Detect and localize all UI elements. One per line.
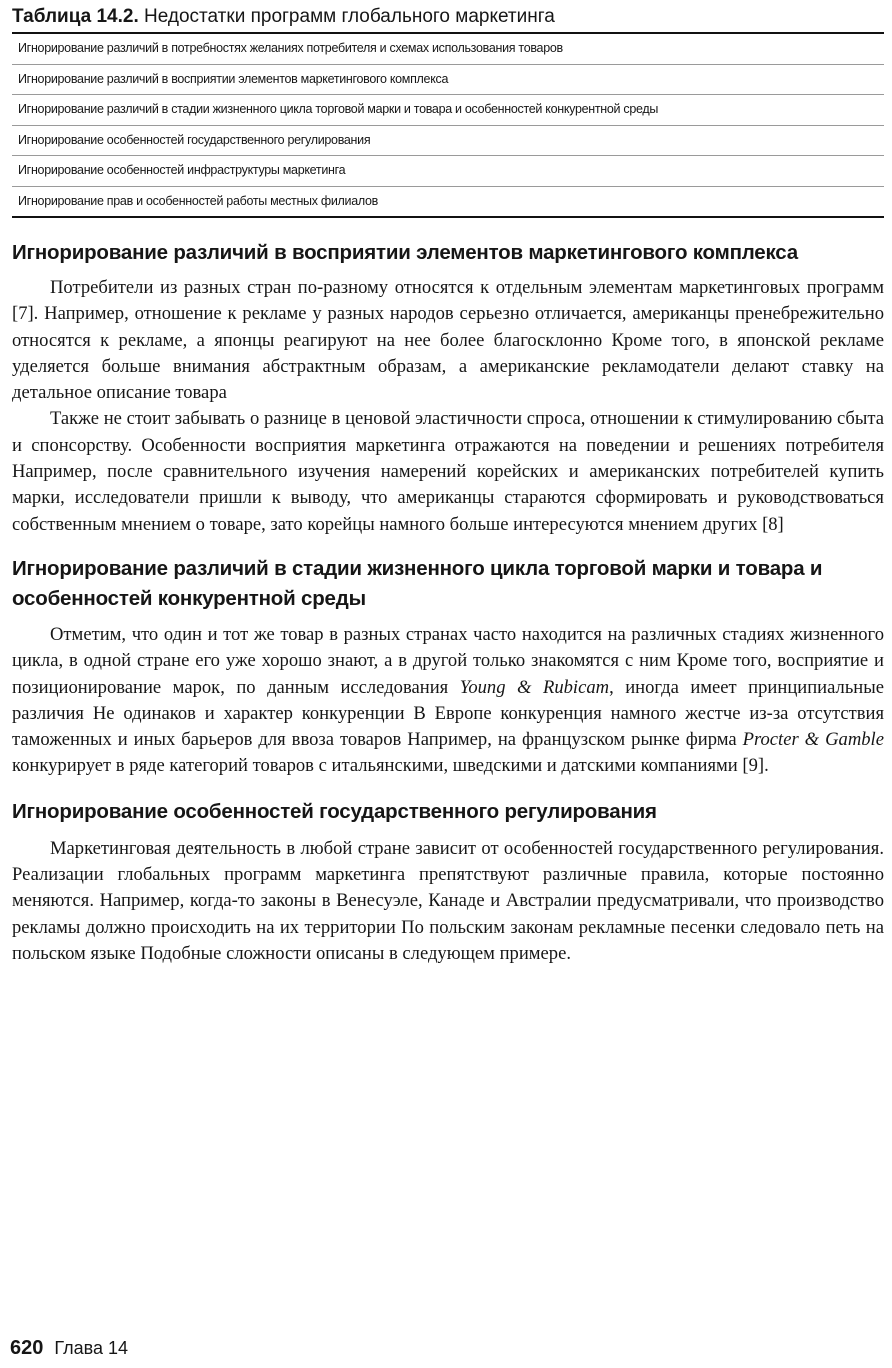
- book-page: [12, 0, 884, 967]
- section-heading-marketing-mix: Игнорирование различий в восприятии элементов маркетингового комплекса: [12, 241, 798, 264]
- paragraph-text: конкурирует в ряде категорий товаров с итальянскими, шведскими и датскими компаниями [9].: [12, 755, 769, 777]
- table-caption: [12, 4, 884, 32]
- table-row: Игнорирование прав и особенностей работы местных филиалов: [12, 186, 884, 217]
- table-caption-text: Недостатки программ глобального маркетинга: [144, 6, 555, 27]
- table-row: Игнорирование особенностей государственного регулирования: [12, 125, 884, 156]
- body-paragraph: Потребители из разных стран по-разному относятся к отдельным элементам маркетинговых программ [7]. Например, отношение к рекламе у разных народов серьезно отличается, американцы пренебрежительно относятся к рекламе, а японцы реагируют на нее более благосклонно Кроме того, в японской рекламе уделяется больше внимания абстрактным образам, а американские рекламодатели делают ставку на детальное описание товара: [12, 277, 884, 404]
- body-paragraph: [12, 622, 884, 780]
- table-row: Игнорирование различий в восприятии элементов маркетингового комплекса: [12, 64, 884, 95]
- paragraph-text: Отметим, что один и тот же товар в разных странах часто находится на различных стадиях жизненного цикла, в одной стране его уже хорошо знают, а в другой только знакомятся с ним Кроме того, восприятие и позиционирование марок, по данным исследования: [12, 623, 884, 698]
- page-number: 620: [10, 1337, 44, 1359]
- italic-company-name: Young & Rubicam: [459, 676, 610, 698]
- table-caption-label: Таблица 14.2.: [12, 6, 139, 27]
- chapter-label: Глава 14: [54, 1338, 129, 1358]
- section-heading-regulation: Игнорирование особенностей государственного регулирования: [12, 799, 657, 823]
- italic-company-name: Procter & Gamble: [742, 729, 884, 751]
- table-row: Игнорирование различий в стадии жизненного цикла торговой марки и товара и особенностей конкурентной среды: [12, 94, 884, 125]
- table-row: Игнорирование различий в потребностях желаниях потребителя и схемах использования товаров: [18, 41, 563, 55]
- page-footer: [10, 1337, 128, 1360]
- body-paragraph: Также не стоит забывать о разнице в ценовой эластичности спроса, отношении к стимулированию сбыта и спонсорству. Особенности восприятия маркетинга отражаются на поведении и решениях потребителя Например, после сравнительного изучения намерений корейских и американских потребителей купить марки, исследователи пришли к выводу, что американцы стараются сформировать и руководствоваться собственным мнением о товаре, зато корейцы намного больше интересуются мнением других [8]: [12, 408, 884, 535]
- table-row: Игнорирование особенностей инфраструктуры маркетинга: [12, 155, 884, 186]
- body-paragraph: Маркетинговая деятельность в любой стране зависит от особенностей государственного регулирования. Реализации глобальных программ маркетинга препятствуют различные правила, которые постоянно меняются. Например, когда-то законы в Венесуэле, Канаде и Австралии предусматривали, что производство рекламы должно происходить на их территории По польским законам рекламные песенки следовало петь на польском языке Подобные сложности описаны в следующем примере.: [12, 837, 884, 964]
- paragraph-text: , иногда имеет принципиальные различия Не одинаков и характер конкуренции В Европе конкуренция намного жестче из-за отсутствия таможенных и иных барьеров для ввоза товаров Например, на французском рынке фирма: [12, 676, 884, 751]
- drawbacks-table: [12, 32, 884, 218]
- section-heading-life-cycle: Игнорирование различий в стадии жизненного цикла торговой марки и товара и особенностей конкурентной среды: [12, 556, 823, 610]
